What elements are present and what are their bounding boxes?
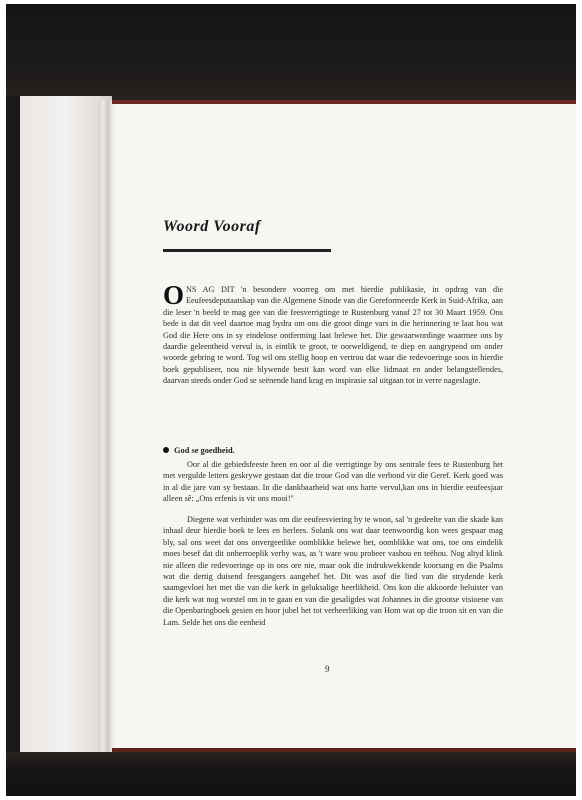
scan-background-bottom [6, 752, 576, 796]
body-paragraph: Diegene wat verhinder was om die eeufeesviering by te woon, sal 'n gedeelte van die skade kan inhaal deur hierdie boek te lees en herlees. Solank ons wat daar teenwoordig kon wees gespaar mag bly, sal ons weet dat ons onvergeetlike oomblikke belewe het, oomblikke wat ons, toe ons eindelik moes besef dat dit onherroeplik verby was, as 't ware wou probeer vashou en teëhou. Nog altyd klink nie alleen die redevoeringe op in ons ore nie, maar ook die indrukwekkende koorsang en die Psalms wat die dertig duisend feesgangers aangehef het. Dit was asof die lied van die strydende kerk saamgevloei het met die van die kerk in geluksalige heerlikheid. Ons kon die akkoorde beluister van die kerk wat nog worstel om in te gaan en van die gesaligdes wat Johannes in die grootse visioene van die Openbaringboek gesien en hoor jubel het tot verheerliking van Hom wat op die troon sit en van die Lam. Selde het ons die eenheid [163, 515, 503, 627]
scan-background-top [6, 4, 576, 102]
bullet-icon [163, 447, 169, 453]
body-paragraph: Oor al die gebiedsfeeste heen en oor al die verrigtinge by ons sentrale fees te Rustenburg het met vergulde letters geskrywe gestaan dat die troue God van die verbond vir die Geref. Kerk goed was in al die jare van sy bestaan. In die dankbaarheid wat ons harte vervul,kan ons in hierdie eeufeesjaar alleen sê: „Ons erfenis is vir ons mooi!" [163, 460, 503, 504]
section-heading [163, 446, 235, 455]
drop-cap: O [163, 280, 185, 310]
intro-paragraph-text: NS AG DIT 'n besondere voorreg om met hierdie publikasie, in opdrag van die Eeufeesdeputaatskap van die Algemene Sinode van die Gereformeerde Kerk in Suid-Afrika, aan die leser 'n beeld te mag gee van die feesverrigtinge te Rustenburg vanaf 27 tot 30 Maart 1959. Ons bede is dat dit veel daartoe mag bydra om ons die groot dinge vars in die herinnering te laat hou wat God die Here ons in sy eindelose ontferming laat belewe het. Die gewaarwordinge waarmee ons by daardie geleentheid vervul is, is eintlik te groot, te oorweldigend, te diep en aangrypend om onder woorde gebring te word. Tog wil ons stellig hoop en vertrou dat waar die redevoeringe soos in hierdie boek gepubliseer, nou nie blywende besit kan word van elke lidmaat en ander belangstellendes, daarvan steeds onder God se seënende hand krag en inspirasie sal uitgaan tot in verre nageslagte. [163, 285, 503, 386]
book-spine [98, 100, 108, 752]
intro-paragraph [163, 280, 503, 387]
section-heading-text: God se goedheid. [174, 446, 235, 455]
page-number: 9 [325, 664, 330, 674]
page-top-edge [112, 100, 576, 104]
title-underline [163, 249, 331, 252]
book-page [110, 100, 576, 754]
page-title: Woord Vooraf [163, 218, 261, 235]
